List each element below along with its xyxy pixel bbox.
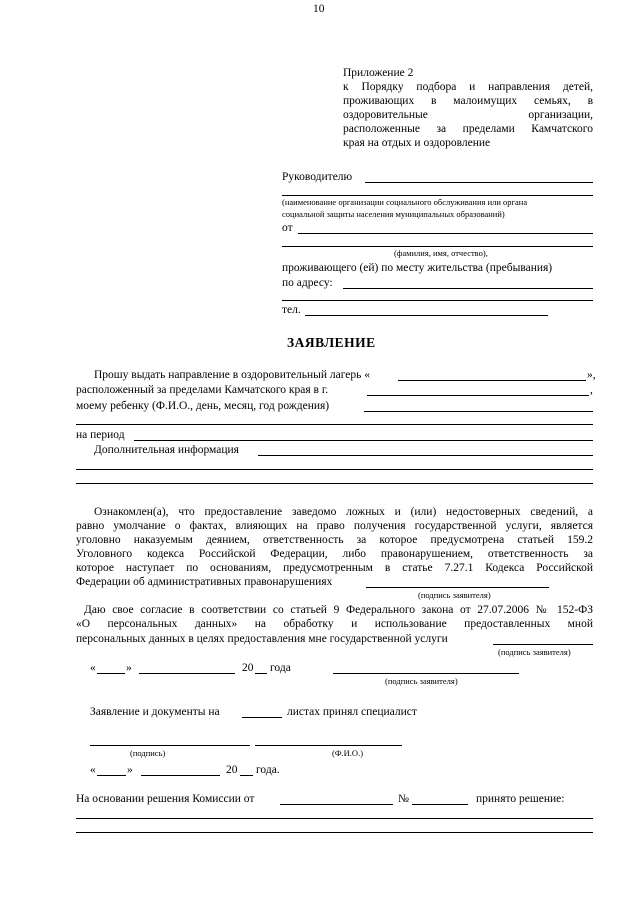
acceptance-quote-close: » <box>127 764 133 776</box>
extra-info-label: Дополнительная информация <box>94 444 239 456</box>
appendix-line: к Порядку подбора и направления детей, <box>343 81 593 93</box>
address-field[interactable] <box>343 288 593 289</box>
ack-line: Ознакомлен(а), что предоставление заведомо ложных и (или) недостоверных сведений, а <box>94 506 593 518</box>
tel-label: тел. <box>282 304 301 316</box>
extra-info-field-2[interactable] <box>76 469 593 470</box>
acceptance-quote-open: « <box>90 764 96 776</box>
appendix-line: проживающих в малоимущих семьях, в <box>343 95 593 107</box>
extra-info-field-3[interactable] <box>76 483 593 484</box>
decision-date-field[interactable] <box>280 804 393 805</box>
acceptance-month-field[interactable] <box>141 775 220 776</box>
consent-signature-hint: (подпись заявителя) <box>498 647 571 657</box>
city-field[interactable] <box>367 395 589 396</box>
request-line-1-end: », <box>587 369 596 381</box>
ack-line: Уголовного кодекса Российской Федерации, либо правонарушением, ответственность за <box>76 548 593 560</box>
sheets-count-field[interactable] <box>242 717 282 718</box>
ack-signature-hint: (подпись заявителя) <box>418 590 491 600</box>
org-hint: социальной защиты населения муниципальных образований) <box>282 209 505 219</box>
ack-line: равно умолчание о фактах, влияющих на право получения государственной услуги, является <box>76 520 593 532</box>
page-number: 10 <box>313 3 325 15</box>
applicant-signature-field[interactable] <box>333 673 519 674</box>
consent-last-line: персональных данных в целях предоставления мне государственной услуги <box>76 633 448 645</box>
fio-hint: (фамилия, имя, отчество), <box>394 248 488 258</box>
from-name-field-2[interactable] <box>282 246 593 247</box>
head-label: Руководителю <box>282 171 353 183</box>
tel-field[interactable] <box>305 315 548 316</box>
specialist-fio-hint: (Ф.И.О.) <box>332 748 364 758</box>
request-line-2-end: , <box>590 384 593 396</box>
acceptance-text-end: листах принял специалист <box>287 706 417 718</box>
from-name-field[interactable] <box>298 233 593 234</box>
consent-line: Даю свое согласие в соответствии со статьей 9 Федерального закона от 27.07.2006 № 152-ФЗ <box>84 604 593 616</box>
date-day-field[interactable] <box>97 673 125 674</box>
document-title: ЗАЯВЛЕНИЕ <box>287 335 376 350</box>
consent-signature-field[interactable] <box>493 644 593 645</box>
decision-text-start: На основании решения Комиссии от <box>76 793 255 805</box>
ack-signature-field[interactable] <box>366 587 549 588</box>
consent-block <box>76 603 593 631</box>
org-hint: (наименование организации социального обслуживания или органа <box>282 197 528 207</box>
residence-text: проживающего (ей) по месту жительства (пребывания) <box>282 262 553 274</box>
appendix-line: края на отдых и оздоровление <box>343 137 491 149</box>
appendix-line: оздоровительные организации, <box>343 109 593 121</box>
request-line-1: Прошу выдать направление в оздоровительный лагерь « <box>94 369 370 381</box>
decision-number-field[interactable] <box>412 804 468 805</box>
acceptance-year-field[interactable] <box>240 775 253 776</box>
request-line-2: расположенный за пределами Камчатского края в г. <box>76 384 329 396</box>
date-quote-close: » <box>126 662 132 674</box>
child-info-field[interactable] <box>364 411 593 412</box>
head-name-field[interactable] <box>365 182 593 183</box>
date-quote-open: « <box>90 662 96 674</box>
ack-last-line: Федерации об административных правонарушениях <box>76 576 333 588</box>
applicant-signature-hint: (подпись заявителя) <box>385 676 458 686</box>
acceptance-day-field[interactable] <box>97 775 126 776</box>
consent-line: «О персональных данных» на обработку и использование предоставленных мной <box>76 618 593 630</box>
period-label: на период <box>76 429 125 441</box>
acceptance-year-suffix: года. <box>256 764 280 776</box>
specialist-fio-field[interactable] <box>255 745 402 746</box>
from-label: от <box>282 222 293 234</box>
appendix-title: Приложение 2 <box>343 67 414 79</box>
ack-line: уголовно наказуемым деянием, ответственность за которое предусмотрена статьей 159.2 <box>76 534 593 546</box>
specialist-signature-field[interactable] <box>90 745 250 746</box>
acceptance-year-prefix: 20 <box>226 764 238 776</box>
date-year-field[interactable] <box>255 673 267 674</box>
camp-name-field[interactable] <box>398 380 586 381</box>
org-name-field[interactable] <box>282 195 593 196</box>
specialist-signature-hint: (подпись) <box>130 748 166 758</box>
address-field-2[interactable] <box>282 300 593 301</box>
request-line-3: моему ребенку (Ф.И.О., день, месяц, год рождения) <box>76 400 330 412</box>
date-year-prefix: 20 <box>242 662 254 674</box>
decision-number-sign: № <box>398 793 409 805</box>
period-field[interactable] <box>134 440 593 441</box>
decision-text-end: принято решение: <box>476 793 565 805</box>
acceptance-text-start: Заявление и документы на <box>90 706 220 718</box>
acknowledgement-block <box>76 505 593 575</box>
decision-field-1[interactable] <box>76 818 593 819</box>
date-year-suffix: года <box>270 662 291 674</box>
appendix-line: расположенные за пределами Камчатского <box>343 123 593 135</box>
decision-field-2[interactable] <box>76 832 593 833</box>
appendix-block <box>343 66 593 150</box>
date-month-field[interactable] <box>139 673 235 674</box>
ack-line: которое наступает по основаниям, предусмотренным в статье 7.27.1 Кодекса Российской <box>76 562 593 574</box>
address-label: по адресу: <box>282 277 333 289</box>
extra-info-field[interactable] <box>258 455 593 456</box>
child-info-field-2[interactable] <box>76 424 593 425</box>
